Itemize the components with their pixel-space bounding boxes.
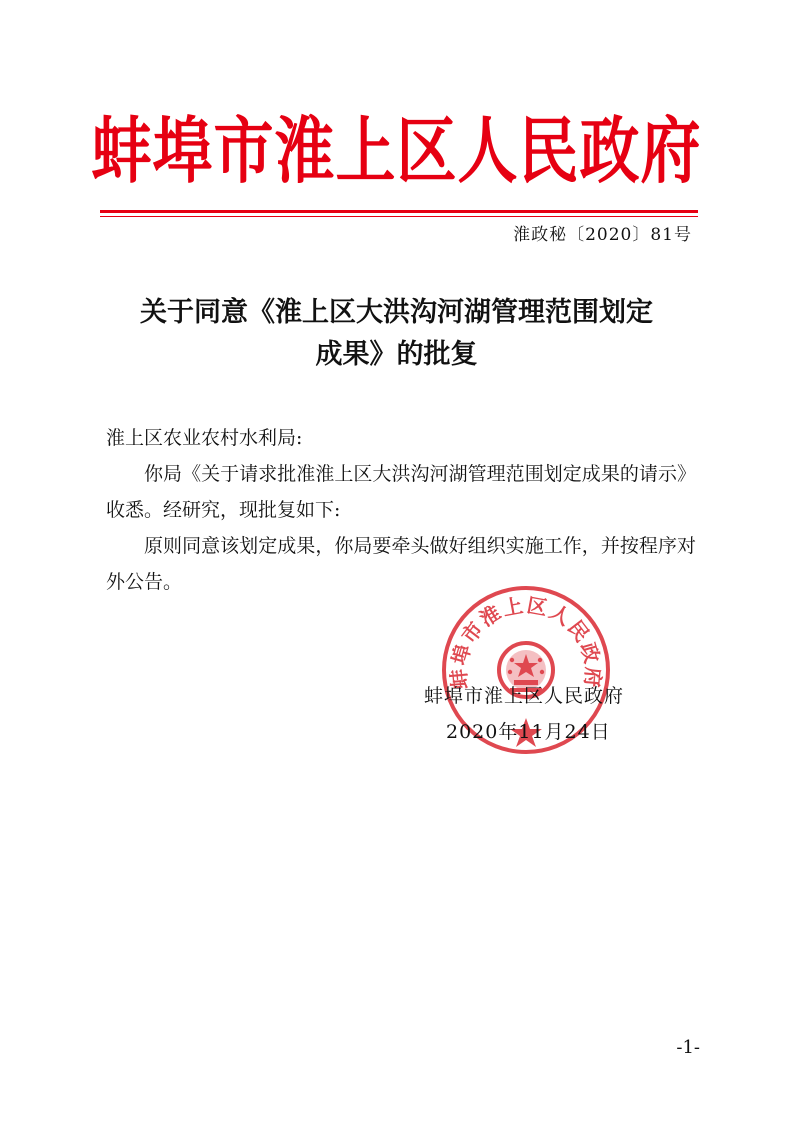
title-line-2: 成果》的批复 (315, 339, 478, 370)
salutation: 淮上区农业农村水利局: (106, 427, 303, 449)
seal-arc-text: 蚌埠市淮上区人民政府 (446, 592, 606, 691)
document-number: 淮政秘〔2020〕81号 (513, 225, 692, 245)
document-title (90, 292, 703, 376)
body-paragraph-1: 你局《关于请求批准淮上区大洪沟河湖管理范围划定成果的请示》收悉。经研究，现批复如下: (106, 463, 696, 521)
signature-organization: 蚌埠市淮上区人民政府 (424, 685, 625, 707)
signature-date: 2020年11月24日 (446, 721, 611, 743)
page-number: -1- (676, 1037, 700, 1058)
masthead-rule-thick (100, 210, 698, 213)
body-paragraph-2: 原则同意该划定成果，你局要牵头做好组织实施工作，并按程序对外公告。 (106, 535, 696, 593)
title-line-1: 关于同意《淮上区大洪沟河湖管理范围划定 (140, 297, 653, 328)
masthead-issuer: 蚌埠市淮上区人民政府 (91, 110, 702, 194)
masthead-rule-thin (100, 216, 698, 217)
document-body (106, 420, 696, 600)
